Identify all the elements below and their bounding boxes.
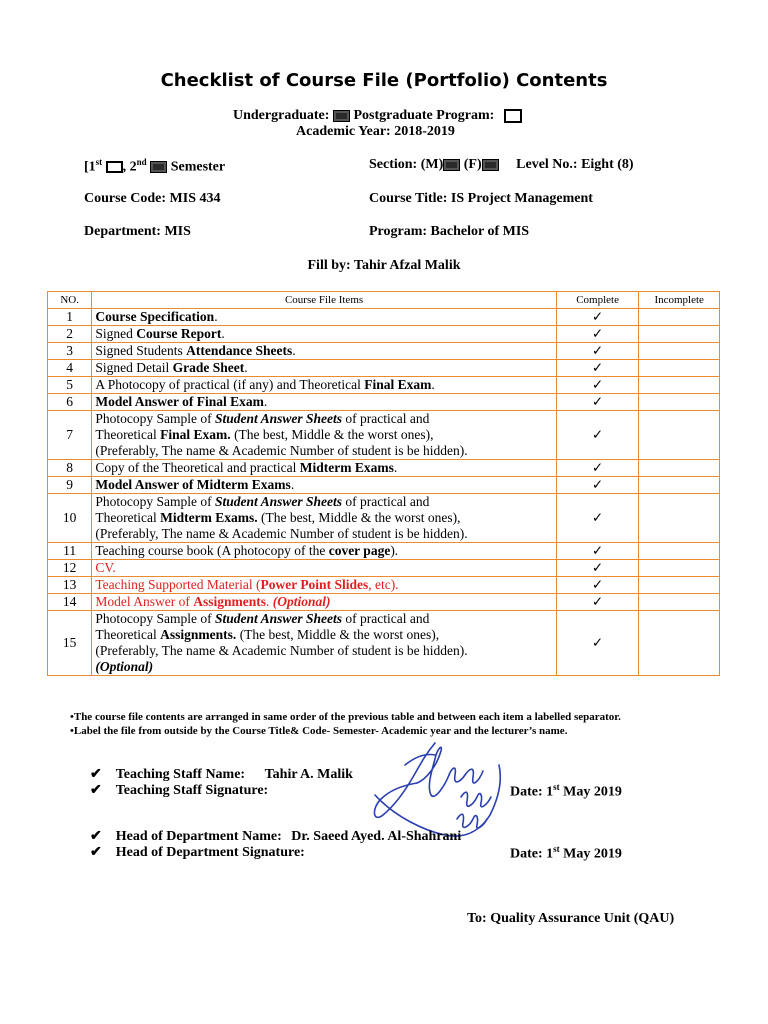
table-header <box>48 292 720 309</box>
complete-check[interactable]: ✓ <box>556 560 639 577</box>
semester-second-label: , 2 <box>122 159 137 175</box>
level-no: Level No.: Eight (8) <box>516 157 634 172</box>
item-text: Signed Detail <box>95 360 173 375</box>
academic-year: Academic Year: 2018-2019 <box>296 124 455 139</box>
semester-first-label: [1 <box>84 159 96 175</box>
item-text: (Preferably, The name & Academic Number of student is be hidden). <box>95 526 468 541</box>
second-semester-checkbox[interactable] <box>150 161 167 173</box>
item-text: . <box>292 343 296 358</box>
check-icon: ✔ <box>90 829 102 844</box>
item-text: Student Answer Sheets <box>214 494 342 509</box>
item-text: Signed <box>95 326 137 341</box>
item-text: Photocopy Sample of <box>95 611 215 626</box>
incomplete-cell[interactable] <box>639 394 720 411</box>
note-label: •Label the file from outside by the Course Title& Code- Semester- Academic year and the lecturer’s name. <box>70 725 568 737</box>
item-text: Model Answer of Final Exam <box>95 394 264 409</box>
item-text: Teaching course book (A photocopy of the <box>95 543 329 558</box>
item-text: Grade Sheet <box>172 360 245 375</box>
check-icon: ✔ <box>90 845 102 860</box>
item-text: (Preferably, The name & Academic Number of student is be hidden). <box>95 443 468 458</box>
item-text: of practical and <box>342 494 430 509</box>
hod-name: Dr. Saeed Ayed. Al-Shahrani <box>291 829 462 844</box>
row-number: 11 <box>48 543 92 560</box>
hod-signature-line <box>90 844 305 861</box>
row-number: 2 <box>48 326 92 343</box>
row-number: 8 <box>48 460 92 477</box>
item-text: . <box>290 477 295 492</box>
row-number: 10 <box>48 494 92 543</box>
first-semester-checkbox[interactable] <box>106 161 123 173</box>
row-item <box>92 309 556 326</box>
table-row <box>48 543 720 560</box>
item-text: Assignments <box>193 594 266 609</box>
complete-check[interactable]: ✓ <box>556 611 639 676</box>
item-text: (Preferably, The name & Academic Number of student is be hidden). <box>95 643 468 658</box>
undergrad-label: Undergraduate: <box>233 108 330 123</box>
item-text: Model Answer of Midterm Exams <box>95 477 291 492</box>
row-item <box>92 326 556 343</box>
check-icon: ✔ <box>90 767 102 782</box>
date-text: May 2019 <box>559 784 622 800</box>
hod-signature-label: Head of Department Signature: <box>115 845 305 860</box>
item-text: Student Answer Sheets <box>214 611 342 626</box>
row-number: 14 <box>48 594 92 611</box>
complete-check[interactable]: ✓ <box>556 494 639 543</box>
row-number: 15 <box>48 611 92 676</box>
item-text: Theoretical <box>95 427 161 442</box>
fill-by: Fill by: Tahir Afzal Malik <box>307 258 461 273</box>
incomplete-cell[interactable] <box>639 326 720 343</box>
item-text: Signed Students <box>95 343 187 358</box>
staff-signature-label: Teaching Staff Signature: <box>115 783 269 798</box>
incomplete-cell[interactable] <box>639 594 720 611</box>
staff-date <box>510 782 622 801</box>
incomplete-cell[interactable] <box>639 611 720 676</box>
header-no: NO. <box>48 292 92 309</box>
incomplete-cell[interactable] <box>639 560 720 577</box>
row-number: 13 <box>48 577 92 594</box>
row-item <box>92 543 556 560</box>
sup-st: st <box>95 157 103 167</box>
row-number: 4 <box>48 360 92 377</box>
incomplete-cell[interactable] <box>639 494 720 543</box>
incomplete-cell[interactable] <box>639 343 720 360</box>
complete-check[interactable]: ✓ <box>556 460 639 477</box>
row-item <box>92 394 556 411</box>
row-number: 5 <box>48 377 92 394</box>
complete-check[interactable]: ✓ <box>556 477 639 494</box>
incomplete-cell[interactable] <box>639 411 720 460</box>
row-item <box>92 577 556 594</box>
department: Department: MIS <box>84 224 191 239</box>
incomplete-cell[interactable] <box>639 377 720 394</box>
item-text: , etc). <box>368 577 399 592</box>
complete-check[interactable]: ✓ <box>556 326 639 343</box>
item-text: (The best, Middle & the worst ones), <box>230 427 434 442</box>
item-text: (The best, Middle & the worst ones), <box>257 510 461 525</box>
incomplete-cell[interactable] <box>639 577 720 594</box>
table-row <box>48 594 720 611</box>
staff-signature-line <box>90 782 268 799</box>
item-text: ). <box>390 543 399 558</box>
table-row <box>48 326 720 343</box>
item-text: cover page <box>328 543 391 558</box>
item-text: Final Exam <box>364 377 432 392</box>
table-row <box>48 377 720 394</box>
item-text: Model Answer of <box>95 594 194 609</box>
item-text: of practical and <box>342 611 430 626</box>
header-items: Course File Items <box>92 292 556 309</box>
postgrad-label: Postgraduate Program: <box>353 108 495 123</box>
page-title: Checklist of Course File (Portfolio) Contents <box>160 70 608 91</box>
item-text: . <box>431 377 435 392</box>
date-sup: st <box>553 844 560 854</box>
item-text: Photocopy Sample of <box>95 494 215 509</box>
complete-check[interactable]: ✓ <box>556 577 639 594</box>
row-number: 1 <box>48 309 92 326</box>
item-text: Photocopy Sample of <box>95 411 215 426</box>
item-text: Midterm Exams <box>299 460 394 475</box>
incomplete-cell[interactable] <box>639 477 720 494</box>
item-text: Power Point Slides <box>260 577 369 592</box>
item-text: Course Specification <box>95 309 215 324</box>
staff-name-line <box>90 766 353 783</box>
complete-check[interactable]: ✓ <box>556 394 639 411</box>
course-file-table <box>47 291 720 676</box>
staff-name: Tahir A. Malik <box>264 767 353 782</box>
course-title: Course Title: IS Project Management <box>369 191 593 206</box>
complete-check[interactable]: ✓ <box>556 377 639 394</box>
row-number: 6 <box>48 394 92 411</box>
complete-check[interactable]: ✓ <box>556 594 639 611</box>
undergrad-checkbox[interactable] <box>333 110 350 122</box>
item-text: Attendance Sheets <box>186 343 293 358</box>
check-icon: ✔ <box>90 783 102 798</box>
incomplete-cell[interactable] <box>639 309 720 326</box>
note-order: •The course file contents are arranged in same order of the previous table and between each item a labelled separator. <box>70 711 621 723</box>
program: Program: Bachelor of MIS <box>369 224 530 239</box>
postgrad-checkbox[interactable] <box>504 109 522 123</box>
complete-check[interactable]: ✓ <box>556 360 639 377</box>
row-item <box>92 560 556 577</box>
row-number: 3 <box>48 343 92 360</box>
item-text: Copy of the Theoretical and practical <box>95 460 300 475</box>
table-row <box>48 394 720 411</box>
date-text: Date: 1 <box>510 846 554 862</box>
section-m-checkbox[interactable] <box>443 159 460 171</box>
table-row <box>48 411 720 460</box>
program-line <box>233 108 522 124</box>
item-text: Student Answer Sheets <box>214 411 342 426</box>
incomplete-cell[interactable] <box>639 543 720 560</box>
section-line <box>369 157 634 173</box>
incomplete-cell[interactable] <box>639 460 720 477</box>
item-text: CV. <box>95 560 116 575</box>
row-item <box>92 477 556 494</box>
date-text: May 2019 <box>559 846 622 862</box>
item-text: (The best, Middle & the worst ones), <box>236 627 440 642</box>
hod-name-label: Head of Department Name: <box>115 829 282 844</box>
item-text: Theoretical <box>95 510 161 525</box>
row-item <box>92 343 556 360</box>
section-f-label: (F) <box>463 157 482 172</box>
table-row <box>48 360 720 377</box>
table-row <box>48 560 720 577</box>
complete-check[interactable]: ✓ <box>556 309 639 326</box>
item-text: Assignments. <box>160 627 237 642</box>
row-number: 9 <box>48 477 92 494</box>
item-text: Course Report <box>136 326 222 341</box>
table-row <box>48 309 720 326</box>
date-text: Date: 1 <box>510 784 554 800</box>
to-qau: To: Quality Assurance Unit (QAU) <box>467 911 675 926</box>
item-text: A Photocopy of practical (if any) and Theoretical <box>95 377 365 392</box>
section-f-checkbox[interactable] <box>482 159 499 171</box>
item-text: Final Exam. <box>160 427 231 442</box>
item-text: Teaching Supported Material ( <box>95 577 261 592</box>
item-text: . <box>244 360 248 375</box>
item-text: Midterm Exams. <box>160 510 258 525</box>
item-text: of practical and <box>342 411 430 426</box>
staff-name-label: Teaching Staff Name: <box>115 767 246 782</box>
item-text: . <box>214 309 218 324</box>
table-row <box>48 477 720 494</box>
row-item <box>92 360 556 377</box>
item-text: . <box>393 460 398 475</box>
course-code: Course Code: MIS 434 <box>84 191 221 206</box>
complete-check[interactable]: ✓ <box>556 411 639 460</box>
complete-check[interactable]: ✓ <box>556 343 639 360</box>
hod-date <box>510 844 622 863</box>
table-row <box>48 460 720 477</box>
item-text: (Optional) <box>95 659 154 674</box>
table-row <box>48 577 720 594</box>
row-item <box>92 377 556 394</box>
item-text: Theoretical <box>95 627 161 642</box>
table-row <box>48 343 720 360</box>
complete-check[interactable]: ✓ <box>556 543 639 560</box>
header-incomplete: Incomplete <box>639 292 720 309</box>
row-item <box>92 411 556 460</box>
item-text: . <box>263 394 268 409</box>
row-item <box>92 594 556 611</box>
row-item <box>92 460 556 477</box>
item-text: . <box>221 326 225 341</box>
row-number: 7 <box>48 411 92 460</box>
sup-nd: nd <box>136 157 147 167</box>
item-text: (Optional) <box>272 594 331 609</box>
hod-name-line <box>90 828 461 845</box>
semester-label: Semester <box>170 159 226 175</box>
row-number: 12 <box>48 560 92 577</box>
section-m-label: Section: (M) <box>369 157 444 172</box>
semester-line <box>84 157 225 176</box>
row-item <box>92 494 556 543</box>
header-complete: Complete <box>556 292 639 309</box>
item-text: . <box>265 594 273 609</box>
table-row <box>48 494 720 543</box>
incomplete-cell[interactable] <box>639 360 720 377</box>
row-item <box>92 611 556 676</box>
date-sup: st <box>553 782 560 792</box>
table-row <box>48 611 720 676</box>
